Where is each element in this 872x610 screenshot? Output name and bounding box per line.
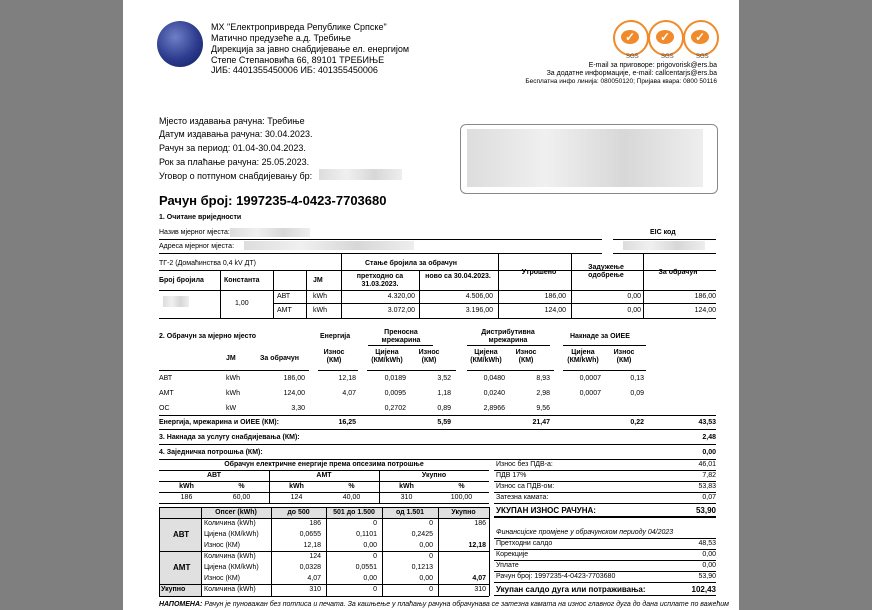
redacted-recipient xyxy=(467,129,703,187)
s2-amt-name: АМТ xyxy=(159,390,174,397)
redacted-eic xyxy=(623,241,705,250)
billing-period: Рачун за период: 01.04-30.04.2023. xyxy=(159,143,306,153)
complaints-email: E-mail за приговоре: prigovorisk@ers.ba xyxy=(588,62,717,69)
h-oiee: Накнаде за ОИЕЕ xyxy=(570,333,630,340)
bands-h-b1: до 500 xyxy=(287,509,310,516)
bands-total-b2: 0 xyxy=(373,586,377,593)
amt-r1-label: Количина (kWh) xyxy=(204,553,256,560)
h-unit: ЈМ xyxy=(313,277,323,284)
avt-r2-b1: 0,0655 xyxy=(299,531,321,538)
s2-os-ta: 0,89 xyxy=(437,405,451,412)
company-address: Степе Степановића 66, 89101 ТРЕБИЊЕ xyxy=(211,55,385,65)
amt-r1-b1: 124 xyxy=(309,553,321,560)
amt-r2-b3: 0,1213 xyxy=(411,564,433,571)
s2-total-oiee: 0,22 xyxy=(630,419,644,426)
s2-avt-calc: 186,00 xyxy=(283,375,305,382)
s2-os-unit: kW xyxy=(226,405,237,412)
fin-row-1-label: Претходни салдо xyxy=(496,540,553,547)
fin-row-1-value: 48,53 xyxy=(698,540,716,547)
row-amt-new: 3.196,00 xyxy=(465,307,493,314)
s2-amt-ta: 1,18 xyxy=(437,390,451,397)
avt-r3-b2: 0,00 xyxy=(363,542,377,549)
bands-h-range: Опсег (kWh) xyxy=(215,509,257,516)
row-avt-unit: kWh xyxy=(313,293,327,300)
s2-avt-oa: 0,13 xyxy=(630,375,644,382)
split-avt-kwh: 186 xyxy=(180,494,193,501)
s4-value: 0,00 xyxy=(702,449,716,456)
avt-r1-b3: 0 xyxy=(429,520,433,527)
s3-value: 2,48 xyxy=(702,434,716,441)
row-avt-calc: 186,00 xyxy=(694,293,716,300)
amt-r1-b2: 0 xyxy=(373,553,377,560)
avt-r1-total: 186 xyxy=(474,520,486,527)
h2-calc: За обрачун xyxy=(260,355,300,362)
bands-h-total: Укупно xyxy=(451,509,476,516)
s2-total-dist: 21,47 xyxy=(532,419,550,426)
avt-r2-b3: 0,2425 xyxy=(411,531,433,538)
s2-total: 43,53 xyxy=(698,419,716,426)
debt-label: Укупан салдо дуга или потраживања: xyxy=(496,585,646,594)
amt-r3-b1: 4,07 xyxy=(307,575,321,582)
s2-avt-op: 0,0007 xyxy=(579,375,601,382)
s2-avt-tp: 0,0189 xyxy=(384,375,406,382)
split-avt-pct: 60,00 xyxy=(232,494,251,501)
company-ids: ЈИБ: 4401355450006 ИБ: 401355450006 xyxy=(211,65,378,75)
section1-title: 1. Очитане вриједности xyxy=(159,214,242,221)
amt-r3-label: Износ (КМ) xyxy=(204,575,241,582)
info-email: За додатне информације, e-mail: callcentarjs@ers.ba xyxy=(546,70,717,77)
h-new: ново са 30.04.2023. xyxy=(425,273,491,280)
sgs-cert-2: ✓ xyxy=(648,20,684,56)
redacted-contract xyxy=(319,169,402,180)
avt-r1-b2: 0 xyxy=(373,520,377,527)
amt-r3-total: 4,07 xyxy=(472,575,486,582)
split-h-amt: АМТ xyxy=(316,472,332,479)
split-h-kwh-3: kWh xyxy=(399,483,414,490)
h2-dist-price: Цијена (КМ/kWh) xyxy=(470,349,502,364)
note xyxy=(159,601,729,609)
sum-row-3-label: Износ са ПДВ-ом: xyxy=(496,483,555,490)
split-title: Обрачун електричне енергије према опсезима потрошње xyxy=(224,461,424,468)
s2-avt-dp: 0,0480 xyxy=(483,375,505,382)
s2-os-dp: 2,8966 xyxy=(483,405,505,412)
redacted-address xyxy=(244,241,414,250)
h-debit: Задужење одобрење xyxy=(588,264,624,279)
sum-row-3-value: 53,83 xyxy=(698,483,716,490)
s4-label: 4. Заједничка потрошња (КМ): xyxy=(159,449,263,456)
due-date: Рок за плаћање рачуна: 25.05.2023. xyxy=(159,157,310,167)
note-label: НАПОМЕНА: xyxy=(159,601,203,608)
h-prev: претходно са 31.03.2023. xyxy=(356,273,404,288)
debt-value: 102,43 xyxy=(691,585,716,594)
s2-amt-calc: 124,00 xyxy=(283,390,305,397)
redacted-meter xyxy=(163,296,189,307)
h-energy: Енергија xyxy=(320,333,351,340)
s2-os-calc: 3,30 xyxy=(291,405,305,412)
row-amt-prev: 3.072,00 xyxy=(387,307,415,314)
split-h-avt: АВТ xyxy=(206,472,222,479)
bands-total-b1: 310 xyxy=(309,586,321,593)
split-amt-pct: 40,00 xyxy=(342,494,361,501)
amt-r3-b2: 0,00 xyxy=(363,575,377,582)
sum-row-1-label: Износ без ПДВ-а: xyxy=(496,461,553,468)
s2-total-label: Енергија, мрежарина и ОИЕЕ (КМ): xyxy=(159,419,279,426)
bands-total-name: Укупно xyxy=(161,586,186,593)
h2-dist-amount: Износ (КМ) xyxy=(515,349,537,364)
fin-row-3-value: 0,00 xyxy=(702,562,716,569)
s2-os-da: 9,56 xyxy=(536,405,550,412)
s2-total-trans: 5,59 xyxy=(437,419,451,426)
sgs-cert-1: ✓ xyxy=(613,20,649,56)
row-avt-spent: 186,00 xyxy=(544,293,566,300)
h-spent: Утрошено xyxy=(521,269,557,276)
row-avt-new: 4.506,00 xyxy=(465,293,493,300)
split-h-pct-2: % xyxy=(348,483,355,490)
sum-row-2-label: ПДВ 17% xyxy=(496,472,527,479)
s2-amt-dp: 0,0240 xyxy=(483,390,505,397)
fin-title: Финансијске промјене у обрачунском периоду 04/2023 xyxy=(496,529,674,536)
eic-label: ЕIС код xyxy=(650,229,676,236)
row-amt-debit: 0,00 xyxy=(627,307,641,314)
sgs-label-1: SGS xyxy=(626,54,639,60)
sum-total-value: 53,90 xyxy=(695,506,716,515)
bands-amt-name: АМТ xyxy=(173,563,191,572)
h2-oiee-price: Цијена (КМ/kWh) xyxy=(567,349,599,364)
split-h-kwh-2: kWh xyxy=(289,483,304,490)
phone-line: Бесплатна инфо линија: 080050120; Пријава квара: 0800 50116 xyxy=(525,78,717,85)
redacted-place xyxy=(230,228,310,237)
bands-h-b3: од 1.501 xyxy=(395,509,425,516)
issue-date: Датум издавања рачуна: 30.04.2023. xyxy=(159,129,313,139)
s2-amt-op: 0,0007 xyxy=(579,390,601,397)
s2-os-name: ОС xyxy=(159,405,170,412)
split-total-kwh: 310 xyxy=(400,494,413,501)
sum-total-label: УКУПАН ИЗНОС РАЧУНА: xyxy=(496,506,596,515)
row-amt-calc: 124,00 xyxy=(694,307,716,314)
address-label: Адреса мјерног мјеста: xyxy=(159,243,235,250)
split-h-kwh-1: kWh xyxy=(179,483,194,490)
avt-r1-label: Количина (kWh) xyxy=(204,520,256,527)
h-transmission: Преносна мрежарина xyxy=(381,329,421,344)
h2-oiee-amount: Износ (КМ) xyxy=(613,349,635,364)
s2-amt-da: 2,98 xyxy=(536,390,550,397)
s2-avt-energy: 12,18 xyxy=(338,375,356,382)
h2-trans-amount: Износ (КМ) xyxy=(418,349,440,364)
split-h-pct-3: % xyxy=(458,483,465,490)
row-avt-debit: 0,00 xyxy=(627,293,641,300)
tariff-group: ТГ-2 (Домаћинства 0,4 kV ДТ) xyxy=(159,260,256,267)
bands-avt-name: АВТ xyxy=(173,530,190,539)
company-logo xyxy=(157,21,203,67)
invoice-page xyxy=(123,0,739,610)
section2-title: 2. Обрачун за мјерно мјесто xyxy=(159,333,257,340)
avt-r3-total: 12,18 xyxy=(468,542,486,549)
meter-state-header: Стање бројила за обрачун xyxy=(365,260,457,267)
s3-label: 3. Накнада за услугу снабдијевања (КМ): xyxy=(159,434,300,441)
amt-r2-label: Цијена (КМ/kWh) xyxy=(204,564,259,571)
constant-value: 1,00 xyxy=(235,300,249,307)
row-amt-unit: kWh xyxy=(313,307,327,314)
split-h-pct-1: % xyxy=(238,483,245,490)
sgs-label-3: SGS xyxy=(696,54,709,60)
avt-r2-b2: 0,1101 xyxy=(356,531,377,538)
split-total-pct: 100,00 xyxy=(450,494,473,501)
issue-place: Мјесто издавања рачуна: Требиње xyxy=(159,116,305,126)
sgs-label-2: SGS xyxy=(661,54,674,60)
h-calc: За обрачун xyxy=(658,269,698,276)
contract-number: Уговор о потпуном снабдијевању бр: xyxy=(159,171,313,181)
s2-avt-ta: 3,52 xyxy=(437,375,451,382)
h-distribution: Дистрибутивна мрежарина xyxy=(481,329,535,344)
place-label: Назив мјерног мјеста: xyxy=(159,229,230,236)
company-division: Дирекција за јавно снабдијевање ел. енергијом xyxy=(211,44,410,54)
sum-row-2-value: 7,82 xyxy=(702,472,716,479)
bands-h-b2: 501 до 1.500 xyxy=(333,509,375,516)
fin-row-4-value: 53,90 xyxy=(698,573,716,580)
sum-row-1-value: 46,01 xyxy=(698,461,716,468)
row-amt-tariff: АМТ xyxy=(277,307,292,314)
fin-row-2-label: Корекције xyxy=(496,551,529,558)
recipient-box xyxy=(460,124,718,194)
split-amt-kwh: 124 xyxy=(290,494,303,501)
amt-r1-b3: 0 xyxy=(429,553,433,560)
row-avt-tariff: АВТ xyxy=(277,293,291,300)
s2-avt-da: 8,93 xyxy=(536,375,550,382)
s2-amt-oa: 0,09 xyxy=(630,390,644,397)
s2-amt-tp: 0,0095 xyxy=(384,390,406,397)
bands-total-total: 310 xyxy=(474,586,486,593)
s2-avt-name: АВТ xyxy=(159,375,173,382)
h-meter: Број бројила xyxy=(159,277,204,284)
avt-r2-label: Цијена (КМ/kWh) xyxy=(204,531,259,538)
row-amt-spent: 124,00 xyxy=(544,307,566,314)
amt-r3-b3: 0,00 xyxy=(419,575,433,582)
avt-r3-label: Износ (КМ) xyxy=(204,542,241,549)
amt-r2-b2: 0,0551 xyxy=(355,564,377,571)
sum-row-4-value: 0,07 xyxy=(702,494,716,501)
note-text: Рачун је пуноважан без потписа и печата. За кашњење у плаћању рачуна обрачунава се затезна камата на износ главног дуга до дана исплате по важећим xyxy=(204,601,729,608)
bands-total-label: Количина (kWh) xyxy=(204,586,256,593)
split-h-total: Укупно xyxy=(421,472,447,479)
company-name: МХ "Електропривреда Републике Српске" xyxy=(211,22,387,32)
avt-r1-b1: 186 xyxy=(309,520,321,527)
h2-unit: ЈМ xyxy=(226,355,236,362)
invoice-title: Рачун број: 1997235-4-0423-7703680 xyxy=(159,193,387,208)
h-constant: Константа xyxy=(224,277,260,284)
fin-row-2-value: 0,00 xyxy=(702,551,716,558)
h2-trans-price: Цијена (КМ/kWh) xyxy=(371,349,403,364)
company-subname: Матично предузеће а.д. Требиње xyxy=(211,33,351,43)
s2-os-tp: 0,2702 xyxy=(384,405,406,412)
s2-amt-energy: 4,07 xyxy=(342,390,356,397)
fin-row-3-label: Уплате xyxy=(496,562,519,569)
bands-total-b3: 0 xyxy=(429,586,433,593)
amt-r2-b1: 0,0328 xyxy=(299,564,321,571)
s2-avt-unit: kWh xyxy=(226,375,240,382)
sgs-cert-3: ✓ xyxy=(683,20,719,56)
s2-total-energy: 16,25 xyxy=(338,419,356,426)
avt-r3-b1: 12,18 xyxy=(303,542,321,549)
h2-energy-amount: Износ (КМ) xyxy=(323,349,345,364)
row-avt-prev: 4.320,00 xyxy=(387,293,415,300)
avt-r3-b3: 0,00 xyxy=(419,542,433,549)
fin-row-4-label: Рачун број: 1997235-4-0423-7703680 xyxy=(496,573,616,580)
s2-amt-unit: kWh xyxy=(226,390,240,397)
sum-row-4-label: Затезна камата: xyxy=(496,494,549,501)
